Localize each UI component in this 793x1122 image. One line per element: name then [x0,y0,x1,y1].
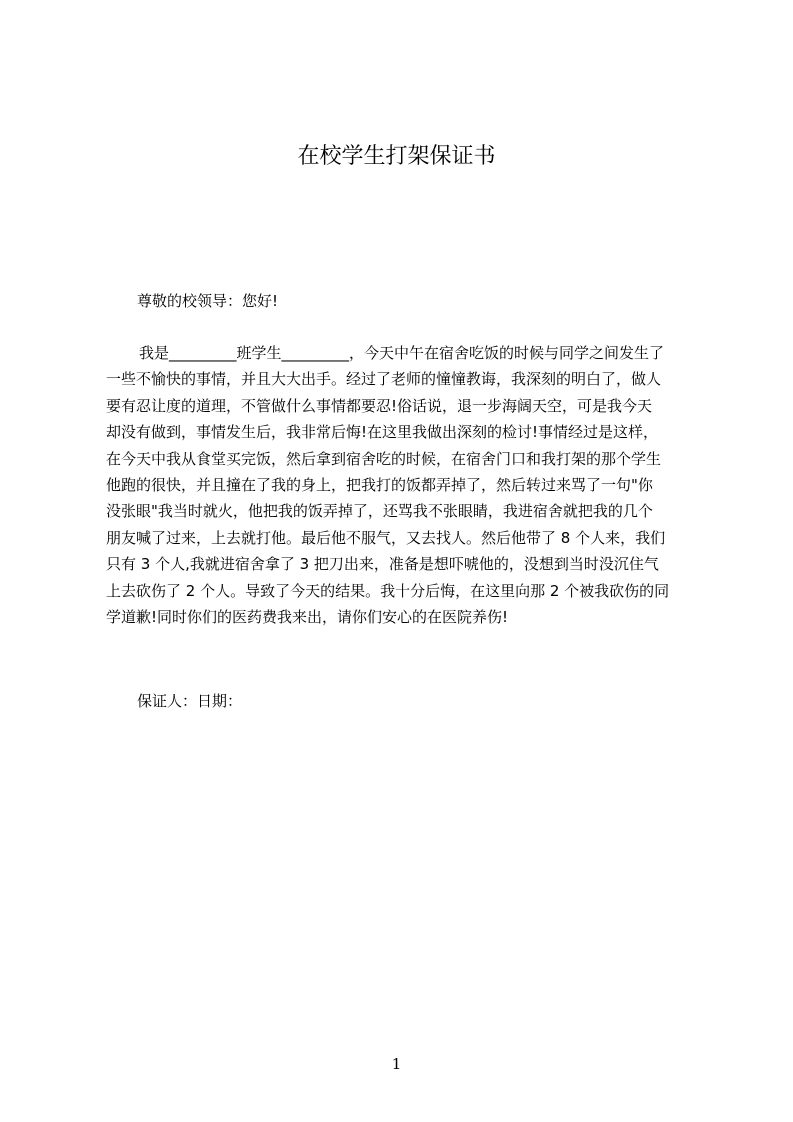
body-line: 他跑的很快，并且撞在了我的身上，把我打的饭都弄掉了，然后转过来骂了一句"你 [106,475,653,494]
body-line: 一些不愉快的事情，并且大大出手。经过了老师的憧憧教诲，我深刻的明白了，做人 [106,370,662,389]
body-line: 在今天中我从食堂买完饭，然后拿到宿舍吃的时候，在宿舍门口和我打架的那个学生 [106,449,662,468]
document-title: 在校学生打架保证书 [297,144,496,169]
greeting: 尊敬的校领导：您好! [137,292,279,310]
body-paragraph [106,342,698,632]
body-line: 朋友喊了过来，上去就打他。最后他不服气，又去找人。然后他带了 8 个人来，我们 [106,528,666,547]
body-line: 上去砍伤了 2 个人。导致了今天的结果。我十分后悔，在这里向那 2 个被我砍伤的同 [106,581,670,600]
body-line: 却没有做到，事情发生后，我非常后悔!在这里我做出深刻的检讨!事情经过是这样， [106,423,659,442]
body-line: 没张眼"我当时就火，他把我的饭弄掉了，还骂我不张眼睛，我进宿舍就把我的几个 [106,502,653,521]
body-line: 只有 3 个人,我就进宿舍拿了 3 把刀出来，准备是想吓唬他的，没想到当时没沉住气 [106,555,659,574]
body-line: 学道歉!同时你们的医药费我来出，请你们安心的在医院养伤! [106,607,509,626]
body-line: 要有忍让度的道理，不管做什么事情都要忍!俗话说，退一步海阔天空，可是我今天 [106,396,653,415]
body-line: 我是_________班学生_________，今天中午在宿舍吃饭的时候与同学之间发生了 [139,344,665,362]
signature-line: 保证人：日期： [137,692,243,710]
page-number: 1 [391,1055,402,1073]
